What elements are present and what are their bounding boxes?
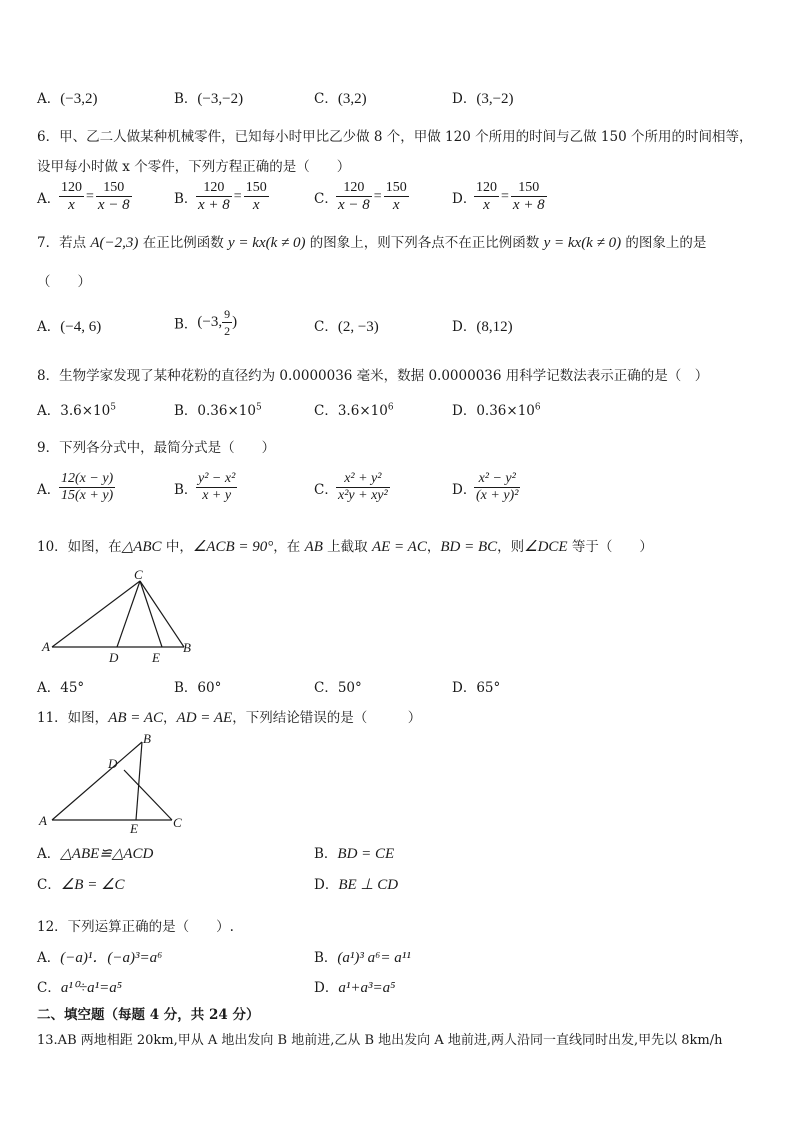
q12-option-b <box>314 946 411 967</box>
option-text: ) <box>232 314 238 330</box>
fraction <box>96 180 132 213</box>
stem-text: 在正比例函数 <box>138 235 229 251</box>
denominator: 2 <box>224 324 231 338</box>
q12-option-c <box>37 976 122 997</box>
q7-option-d <box>452 315 513 336</box>
segment-ab <box>52 742 142 820</box>
point-label-b: B <box>143 731 151 746</box>
stem-text: 的图象上，则下列各点不在正比例函数 <box>305 235 544 251</box>
stem-text: ，在 <box>273 539 305 555</box>
segment-be <box>136 742 142 820</box>
math-triangle: △ABC <box>121 539 162 555</box>
math-equation: AD = AE <box>176 710 233 726</box>
segment-ce <box>140 581 162 647</box>
q9-option-d <box>452 471 520 504</box>
numerator: 9 <box>224 307 231 321</box>
stem-text: ，下列结论错误的是（ ） <box>232 710 422 726</box>
q7-stem <box>37 231 706 252</box>
option-label: A． <box>37 403 61 419</box>
option-label: A． <box>37 846 61 862</box>
option-base: 0.36×10 <box>197 403 256 419</box>
numerator: 120 <box>196 180 232 197</box>
denominator: x − 8 <box>338 197 370 213</box>
option-exponent: 6 <box>534 402 541 413</box>
option-text: BD = CE <box>337 846 395 862</box>
fraction <box>384 180 409 213</box>
q10-option-b <box>174 676 221 696</box>
fraction <box>336 180 372 213</box>
numerator: x² + y² <box>336 471 390 488</box>
denominator: x + 8 <box>198 197 230 213</box>
fraction <box>196 180 232 213</box>
q9-option-a <box>37 471 115 504</box>
option-label: D． <box>452 680 477 696</box>
option-text: a¹+a³=a⁵ <box>338 980 396 996</box>
option-text: 50° <box>337 680 362 696</box>
option-text: (2, −3) <box>337 319 379 335</box>
point-label-d: D <box>109 650 119 665</box>
option-text: (8,12) <box>476 319 513 335</box>
option-base: 3.6×10 <box>60 403 111 419</box>
numerator: x² − y² <box>474 471 520 488</box>
fraction <box>196 471 237 504</box>
option-label: A． <box>37 481 61 498</box>
denominator: x²y + xy² <box>338 488 388 503</box>
segment-cd <box>117 581 140 647</box>
numerator: 150 <box>245 180 267 195</box>
q9-stem: 9．下列各分式中，最简分式是（ ） <box>37 440 276 456</box>
section-heading: 二、填空题（每题 4 分，共 24 分） <box>37 1007 260 1023</box>
numerator: 120 <box>61 180 82 195</box>
fraction <box>336 471 390 504</box>
option-label: B． <box>174 403 198 419</box>
option-text: ∠B = ∠C <box>60 877 125 893</box>
q6-option-c <box>314 180 409 213</box>
q7-answer-paren: （ ） <box>37 274 91 290</box>
fraction <box>474 471 520 504</box>
option-label: B． <box>174 680 198 696</box>
point-label-d: D <box>108 756 118 771</box>
q6-option-b <box>174 180 269 213</box>
q7-option-a <box>37 315 101 336</box>
q8-option-a <box>37 399 116 419</box>
point-label-c: C <box>173 815 182 830</box>
option-label: C． <box>314 190 338 207</box>
option-label: A． <box>37 950 61 966</box>
fraction <box>244 180 269 213</box>
denominator: x <box>392 197 400 213</box>
option-label: C． <box>314 680 338 696</box>
option-label: A． <box>37 680 61 696</box>
option-label: C． <box>314 319 338 335</box>
stem-text: 7．若点 <box>37 235 91 251</box>
option-text: 60° <box>197 680 222 696</box>
q10-option-d <box>452 676 500 696</box>
math-angle: ∠DCE <box>524 539 568 555</box>
q12-option-d <box>314 976 395 997</box>
point-label-c: C <box>134 567 143 582</box>
option-label: B． <box>174 316 198 333</box>
q11-option-d <box>314 873 398 894</box>
q7-option-c <box>314 315 379 336</box>
point-label-e: E <box>130 821 138 836</box>
segment-dc <box>124 770 172 820</box>
option-label: C． <box>314 91 338 107</box>
q6-stem-line1: 6．甲、乙二人做某种机械零件，已知每小时甲比乙少做 8 个，甲做 120 个所用的时间与乙做 150 个所用的时间相等， <box>37 129 753 145</box>
option-label: D． <box>452 481 477 498</box>
point-label-e: E <box>152 650 160 665</box>
option-text: BE ⊥ CD <box>338 877 399 893</box>
fraction <box>59 471 115 504</box>
option-text: (−a)¹．(−a)³=a⁶ <box>60 950 163 966</box>
denominator: (x + y)² <box>476 488 519 503</box>
option-base: 3.6×10 <box>337 403 388 419</box>
numerator: 150 <box>96 180 132 197</box>
stem-text: 的图象上的是 <box>621 235 707 251</box>
numerator: 150 <box>385 180 407 195</box>
q6-option-d <box>452 180 547 213</box>
q8-option-b <box>174 399 262 419</box>
math-function: y = kx(k ≠ 0) <box>543 235 622 251</box>
q11-option-a <box>37 842 153 863</box>
option-exponent: 5 <box>255 402 262 413</box>
q11-option-b <box>314 842 394 863</box>
option-label: B． <box>174 91 198 107</box>
stem-text: 上截取 <box>322 539 372 555</box>
q8-option-c <box>314 399 394 419</box>
q5-option-d <box>452 87 514 108</box>
option-label: D． <box>452 319 477 335</box>
option-label: A． <box>37 91 61 107</box>
option-label: C． <box>37 877 61 893</box>
option-text: (a¹)³ a⁶= a¹¹ <box>337 950 411 966</box>
q7-option-b <box>174 306 237 339</box>
option-label: D． <box>452 91 477 107</box>
fraction <box>511 180 547 213</box>
q8-option-d <box>452 399 541 419</box>
point-label-a: A <box>39 813 47 828</box>
q11-triangle-figure <box>36 730 196 838</box>
denominator: x <box>68 197 75 213</box>
segment-cb <box>140 581 184 647</box>
q5-option-c <box>314 87 367 108</box>
option-exponent: 6 <box>387 402 394 413</box>
stem-text: 11．如图， <box>37 710 109 726</box>
stem-text: ， <box>426 539 441 555</box>
option-label: A． <box>37 190 61 207</box>
option-text: (3,2) <box>337 91 367 107</box>
q10-option-c <box>314 676 362 696</box>
numerator: 150 <box>511 180 547 197</box>
q10-option-a <box>37 676 84 696</box>
option-label: B． <box>314 950 338 966</box>
option-label: C． <box>314 403 338 419</box>
q9-option-b <box>174 471 237 504</box>
option-text: 45° <box>60 680 85 696</box>
option-label: D． <box>314 980 339 996</box>
denominator: x <box>483 197 490 213</box>
q8-stem: 8．生物学家发现了某种花粉的直径约为 0.0000036 毫米，数据 0.0000036 用科学记数法表示正确的是（ ） <box>37 368 709 384</box>
option-label: B． <box>314 846 338 862</box>
q12-option-a <box>37 946 162 967</box>
q5-option-a <box>37 87 97 108</box>
option-label: A． <box>37 319 61 335</box>
denominator: x <box>252 197 260 213</box>
option-label: B． <box>174 481 198 498</box>
option-label: C． <box>314 481 338 498</box>
stem-text: ， <box>163 710 177 726</box>
point-label-a: A <box>42 639 50 654</box>
option-label: D． <box>452 403 477 419</box>
numerator: y² − x² <box>198 471 236 486</box>
option-text: (−3,−2) <box>197 91 244 107</box>
point-label-b: B <box>183 640 191 655</box>
numerator: 120 <box>336 180 372 197</box>
denominator: 15(x + y) <box>61 488 114 503</box>
q5-option-b <box>174 87 243 108</box>
stem-text: ，则 <box>497 539 525 555</box>
denominator: x + y <box>202 488 232 503</box>
stem-text: 中， <box>161 539 193 555</box>
q9-option-c <box>314 471 390 504</box>
math-point: A(−2,3) <box>90 235 139 251</box>
stem-text: 等于（ ） <box>567 539 653 555</box>
q10-triangle-figure <box>40 565 200 665</box>
option-label: B． <box>174 190 198 207</box>
q13-stem: 13.AB 两地相距 20km,甲从 A 地出发向 B 地前进,乙从 B 地出发向 A 地前进,两人沿同一直线同时出发,甲先以 8km/h <box>37 1033 723 1048</box>
q10-stem <box>37 535 653 556</box>
math-equation: BD = BC <box>440 539 498 555</box>
option-label: D． <box>452 190 477 207</box>
equals-sign: = <box>233 188 242 204</box>
option-label: D． <box>314 877 339 893</box>
denominator: x + 8 <box>512 197 545 213</box>
numerator: 12(x − y) <box>61 471 114 486</box>
q11-stem <box>37 706 421 727</box>
option-text: (−3,2) <box>60 91 98 107</box>
option-text: a¹⁰÷a¹=a⁵ <box>60 980 122 996</box>
numerator: 120 <box>476 180 497 195</box>
equals-sign: = <box>501 188 509 204</box>
math-function: y = kx(k ≠ 0) <box>228 235 306 251</box>
option-base: 0.36×10 <box>476 403 535 419</box>
option-label: C． <box>37 980 61 996</box>
denominator: x − 8 <box>97 197 130 213</box>
math-angle: ∠ACB = 90° <box>192 539 274 555</box>
math-equation: AE = AC <box>371 539 427 555</box>
q6-stem-line2: 设甲每小时做 x 个零件，下列方程正确的是（ ） <box>37 159 351 175</box>
option-text: △ABE≌△ACD <box>60 846 154 862</box>
math-segment: AB <box>304 539 323 555</box>
math-equation: AB = AC <box>108 710 164 726</box>
option-text: (3,−2) <box>476 91 514 107</box>
fraction <box>222 306 232 339</box>
option-exponent: 5 <box>110 402 116 413</box>
option-text: (−3, <box>197 314 223 330</box>
fraction <box>474 180 499 213</box>
equals-sign: = <box>373 188 382 204</box>
equals-sign: = <box>86 188 94 204</box>
q6-option-a <box>37 180 132 213</box>
segment-ac <box>52 581 140 647</box>
fraction <box>59 180 84 213</box>
stem-text: 10．如图，在 <box>37 539 122 555</box>
option-text: (−4, 6) <box>60 319 102 335</box>
option-text: 65° <box>476 680 501 696</box>
q12-stem: 12．下列运算正确的是（ ）. <box>37 919 234 935</box>
q11-option-c <box>37 873 125 894</box>
